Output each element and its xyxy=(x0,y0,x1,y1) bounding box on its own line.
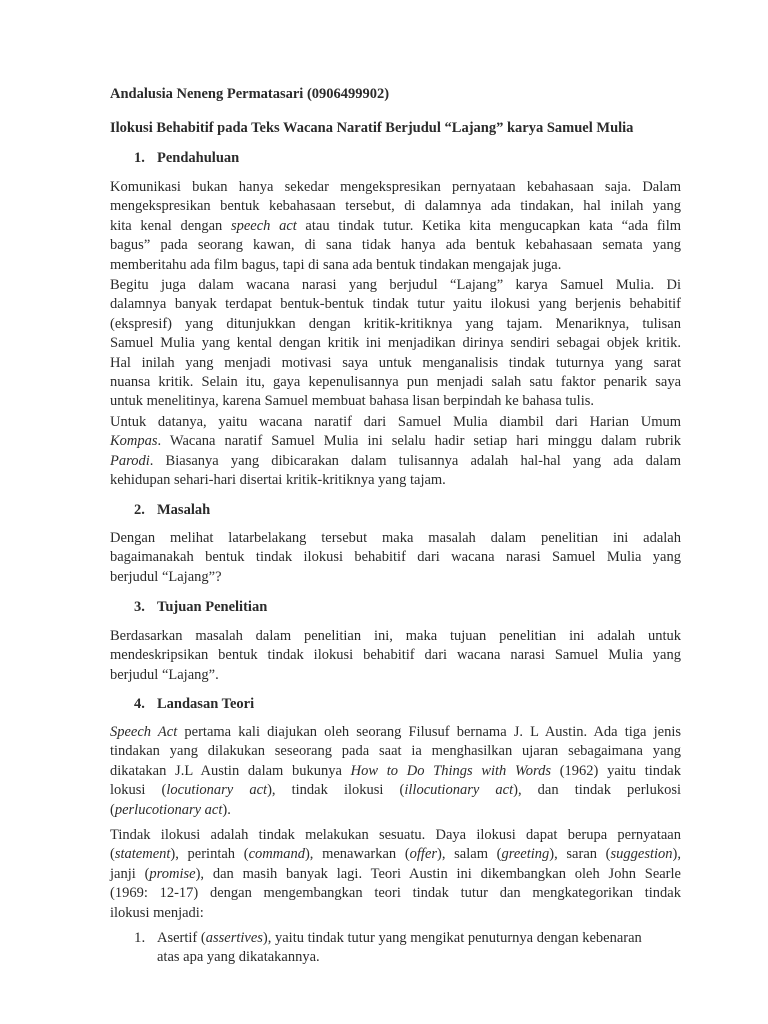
section-heading-pendahuluan xyxy=(134,148,239,168)
paragraph-landasan-1: Speech Act pertama kali diajukan oleh seorang Filusuf bernama J. L Austin. Ada tiga jenis tindakan yang dilakukan seseorang pada saat ia menghasilkan ujaran sebagaimana yang dikatakan J.L Austin dalam bukunya How to Do Things with Words (1962) yaitu tindak lokusi (locutionary act), tindak ilokusi (illocutionary act), dan tindak perlukosi (perlucotionary act). xyxy=(110,724,682,818)
paragraph-pendahuluan-1: Komunikasi bukan hanya sekedar mengekspresikan pernyataan kebahasaan saja. Dalam mengekspresikan bentuk kebahasaan tersebut, di dalamnya ada tindakan, hal inilah yang kita kenal dengan speech act atau tindak tutur. Ketika kita mengucapkan kata “ada film bagus” pada seorang kawan, di sana tidak hanya ada bentuk kebahasaan semata yang memberitahu ada film bagus, tapi di sana ada bentuk tindakan mengajak juga. xyxy=(110,179,682,273)
section-heading-landasan-teori xyxy=(134,694,254,714)
section-number: 4. xyxy=(134,696,145,712)
section-heading-tujuan xyxy=(134,597,267,617)
section-heading-masalah xyxy=(134,500,210,520)
paragraph-masalah: Dengan melihat latarbelakang tersebut maka masalah dalam penelitian ini adalah bagaimanakah bentuk tindak ilokusi behabitif dari wacana narasi Samuel Mulia yang berjudul “Lajang”? xyxy=(110,530,681,585)
section-title: Pendahuluan xyxy=(157,150,240,166)
paragraph-pendahuluan-3: Untuk datanya, yaitu wacana naratif dari Samuel Mulia diambil dari Harian Umum Kompas. Wacana naratif Samuel Mulia ini selalu hadir setiap hari minggu dalam rubrik Parodi. Biasanya yang dibicarakan dalam tulisannya adalah hal-hal yang ada dalam kehidupan sehari-hari disertai kritik-kritiknya yang tajam. xyxy=(110,414,681,489)
document-title: Ilokusi Behabitif pada Teks Wacana Naratif Berjudul “Lajang” karya Samuel Mulia xyxy=(110,120,634,136)
list-item-text: Asertif (assertives), yaitu tindak tutur yang mengikat penuturnya dengan kebenaran atas apa yang dikatakannya. xyxy=(157,930,642,966)
author-line: Andalusia Neneng Permatasari (0906499902) xyxy=(110,86,390,102)
section-number: 3. xyxy=(134,599,145,615)
paragraph-landasan-2: Tindak ilokusi adalah tindak melakukan sesuatu. Daya ilokusi dapat berupa pernyataan (statement), perintah (command), menawarkan (offer), salam (greeting), saran (suggestion), janji (promise), dan masih banyak lagi. Teori Austin ini dikembangkan oleh John Searle (1969: 12-17) dengan mengembangkan teori tindak tutur dan mengkategorikan tindak ilokusi menjadi: xyxy=(110,827,682,921)
paragraph-pendahuluan-2: Begitu juga dalam wacana narasi yang berjudul “Lajang” karya Samuel Mulia. Di dalamnya banyak terdapat bentuk-bentuk tindak tutur yaitu ilokusi yang berjenis behabitif (ekspresif) yang ditunjukkan dengan kritik-kritiknya yang tajam. Menariknya, tulisan Samuel Mulia yang kental dengan kritik ini menjadikan dirinya sendiri sebagai objek kritik. Hal inilah yang menjadi motivasi saya untuk menganalisis tindak tuturnya yang sarat nuansa kritik. Selain itu, gaya kepenulisannya pun menjadi salah satu faktor penarik saya untuk menelitinya, karena Samuel membuat bahasa lisan berpindah ke bahasa tulis. xyxy=(110,277,681,410)
paragraph-tujuan: Berdasarkan masalah dalam penelitian ini, maka tujuan penelitian ini adalah untuk mendeskripsikan bentuk tindak ilokusi behabitif dari wacana narasi Samuel Mulia yang berjudul “Lajang”. xyxy=(110,628,681,683)
list-number: 1. xyxy=(134,930,146,946)
section-title: Landasan Teori xyxy=(157,696,255,712)
section-number: 1. xyxy=(134,150,145,166)
section-title: Masalah xyxy=(157,502,211,518)
section-title: Tujuan Penelitian xyxy=(157,599,268,615)
section-number: 2. xyxy=(134,502,145,518)
